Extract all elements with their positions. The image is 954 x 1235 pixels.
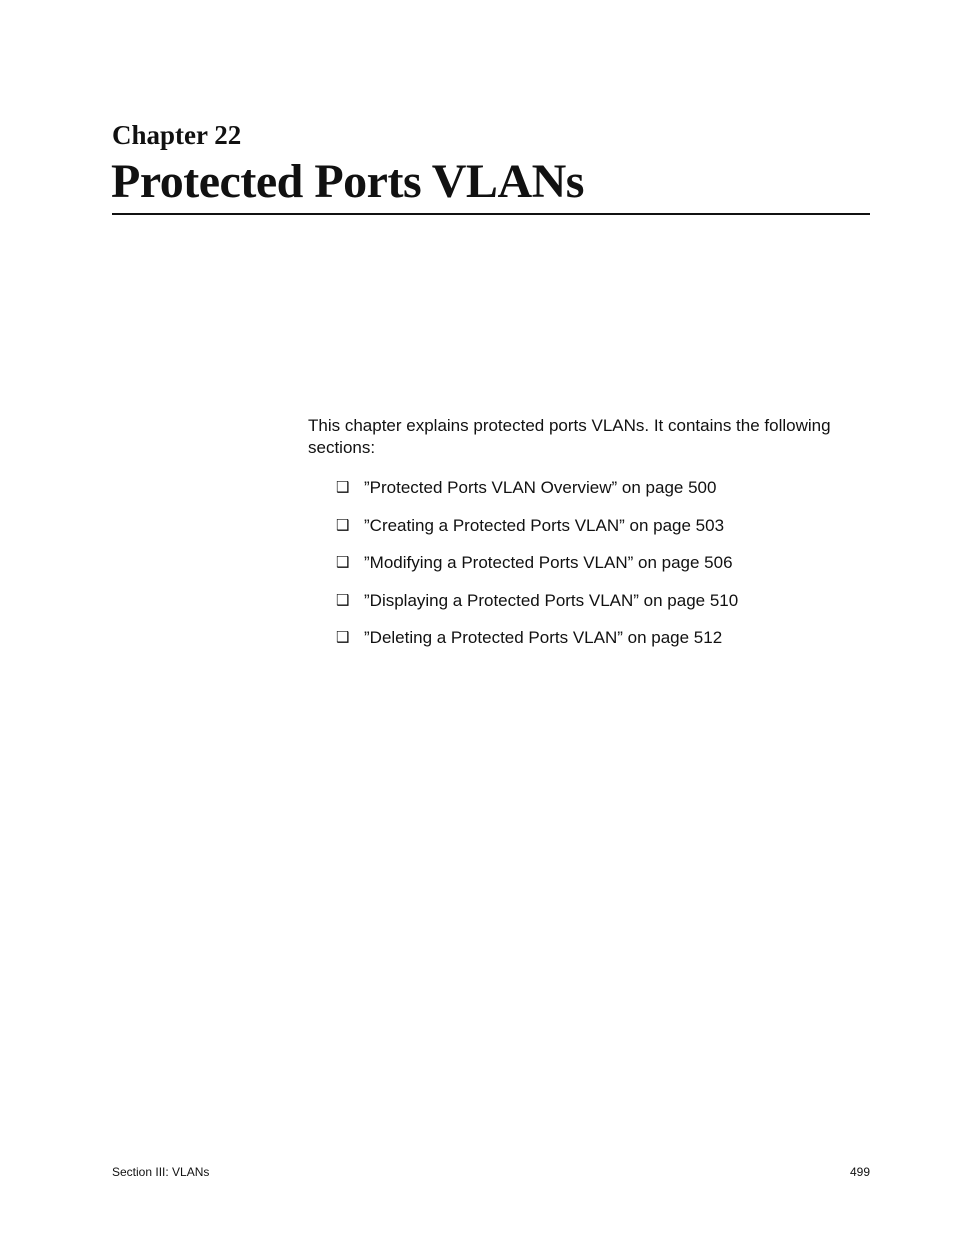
checkbox-square-icon: ❑ [336,629,350,646]
checkbox-square-icon: ❑ [336,591,350,609]
list-item [336,627,738,665]
intro-paragraph: This chapter explains protected ports VLANs. It contains the following sections: [308,416,831,457]
checkbox-square-icon: ❑ [336,479,350,496]
chapter-label: Chapter 22 [112,120,242,150]
footer-page-number: 499 [849,1165,870,1179]
title-rule [112,213,870,215]
list-item [336,515,738,553]
checkbox-square-icon: ❑ [336,554,350,571]
chapter-title: Protected Ports VLANs [111,155,584,208]
checkbox-square-icon: ❑ [336,516,350,534]
footer-section: Section III: VLANs [112,1165,210,1179]
section-link-modifying[interactable]: ”Modifying a Protected Ports VLAN” on page 506 [364,553,733,572]
list-item [336,477,738,515]
list-item [336,590,738,628]
section-link-displaying[interactable]: ”Displaying a Protected Ports VLAN” on page 510 [364,590,739,610]
section-link-creating[interactable]: ”Creating a Protected Ports VLAN” on page 503 [364,515,725,535]
section-link-overview[interactable]: ”Protected Ports VLAN Overview” on page 500 [364,478,717,497]
list-item [336,552,738,590]
section-link-deleting[interactable]: ”Deleting a Protected Ports VLAN” on page 512 [364,628,723,647]
section-list [336,477,738,665]
